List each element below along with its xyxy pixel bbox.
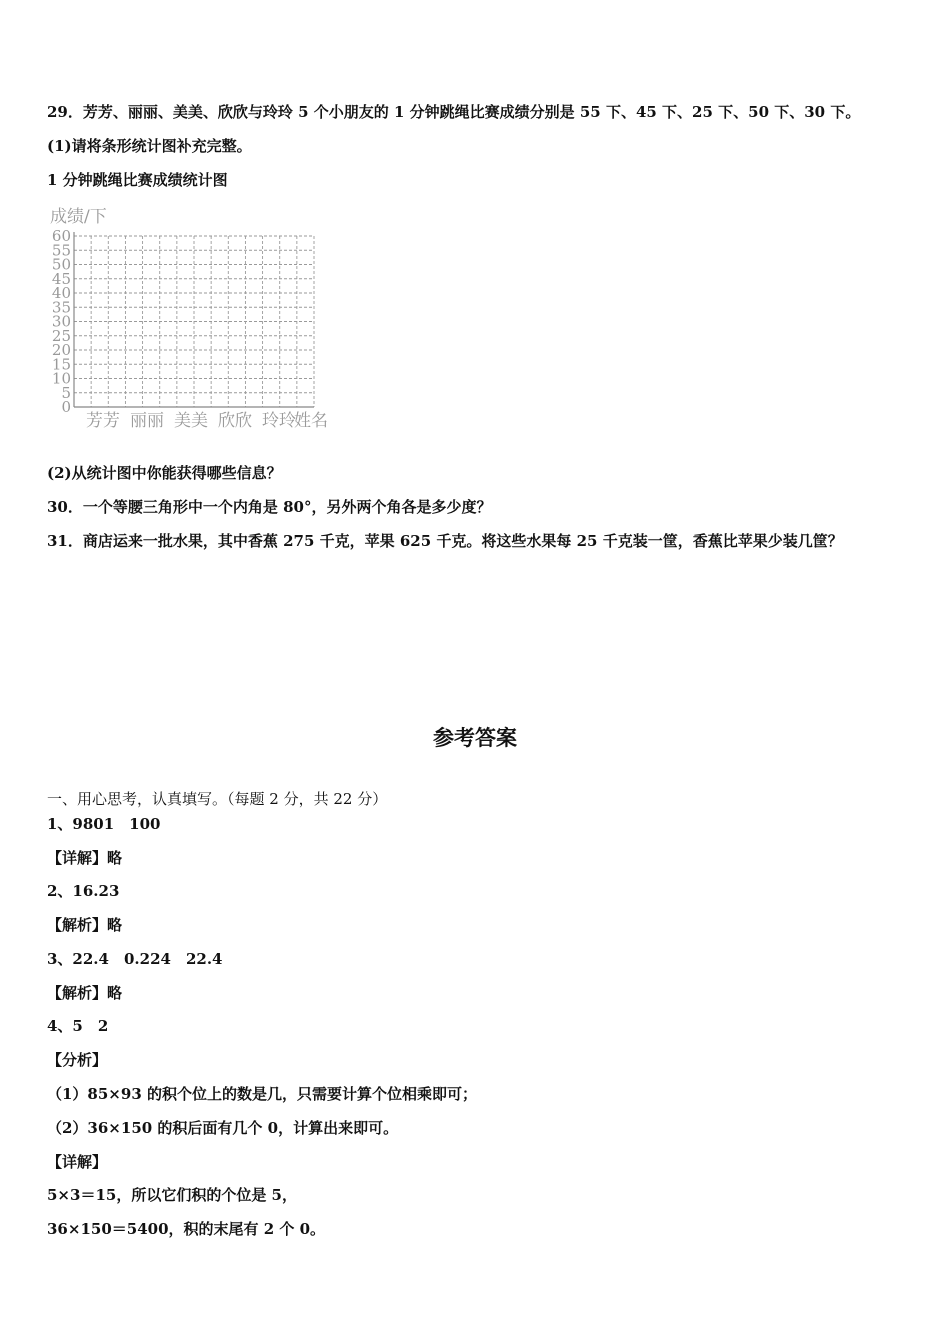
answer-line: 5×3＝15，所以它们积的个位是 5， — [47, 1186, 297, 1204]
answer-line: 【详解】 — [47, 1153, 108, 1171]
answer-line: 36×150＝5400，积的末尾有 2 个 0。 — [47, 1220, 326, 1238]
y-tick-label: 0 — [61, 398, 71, 416]
answer-line: 4、5 2 — [47, 1017, 109, 1035]
y-tick-label: 30 — [51, 312, 71, 331]
answer-line: （2）36×150 的积后面有几个 0，计算出来即可。 — [47, 1119, 399, 1137]
y-tick-label: 60 — [51, 227, 71, 245]
x-tick-label: 丽丽 — [130, 411, 164, 431]
answer-line: 【分析】 — [47, 1051, 108, 1069]
answer-section-1: 一、用心思考，认真填写。（每题 2 分，共 22 分） — [47, 790, 388, 808]
question-31: 31．商店运来一批水果，其中香蕉 275 千克，苹果 625 千克。将这些水果每 25 千克装一筐，香蕉比苹果少装几筐？ — [47, 532, 843, 550]
x-tick-label: 芳芳 — [86, 411, 120, 431]
q29-part2: (2)从统计图中你能获得哪些信息？ — [47, 464, 282, 482]
y-tick-label: 10 — [51, 369, 71, 388]
answer-heading: 参考答案 — [433, 726, 517, 750]
x-tick-label: 美美 — [174, 411, 208, 431]
x-axis-label: 姓名 — [294, 411, 328, 431]
y-tick-label: 35 — [51, 298, 71, 317]
x-tick-label: 玲玲 — [262, 411, 296, 431]
y-tick-label: 25 — [51, 326, 71, 345]
y-tick-label: 5 — [61, 383, 71, 402]
y-tick-label: 55 — [51, 241, 71, 260]
answer-line: 【解析】略 — [47, 984, 123, 1002]
bar-chart — [44, 202, 344, 438]
q29-stem: 29．芳芳、丽丽、美美、欣欣与玲玲 5 个小朋友的 1 分钟跳绳比赛成绩分别是 55 下、45 下、25 下、50 下、30 下。 — [47, 103, 861, 121]
answer-line: 1、9801 100 — [47, 815, 161, 833]
chart-caption: 1 分钟跳绳比赛成绩统计图 — [47, 171, 228, 189]
y-tick-label: 40 — [51, 284, 71, 302]
answer-line: 【解析】略 — [47, 916, 123, 934]
x-tick-label: 欣欣 — [218, 411, 252, 431]
y-tick-label: 45 — [51, 269, 71, 288]
answer-line: （1）85×93 的积个位上的数是几，只需要计算个位相乘即可； — [47, 1085, 477, 1103]
y-tick-label: 15 — [51, 355, 71, 374]
answer-line: 【详解】略 — [47, 849, 123, 867]
q29-part1: (1)请将条形统计图补充完整。 — [47, 137, 252, 155]
answer-line: 3、22.4 0.224 22.4 — [47, 950, 223, 968]
y-tick-label: 50 — [51, 255, 71, 274]
y-tick-label: 20 — [51, 341, 71, 359]
y-axis-label: 成绩/下 — [50, 207, 107, 227]
answer-line: 2、16.23 — [47, 882, 120, 900]
question-30: 30．一个等腰三角形中一个内角是 80°，另外两个角各是多少度？ — [47, 498, 492, 516]
